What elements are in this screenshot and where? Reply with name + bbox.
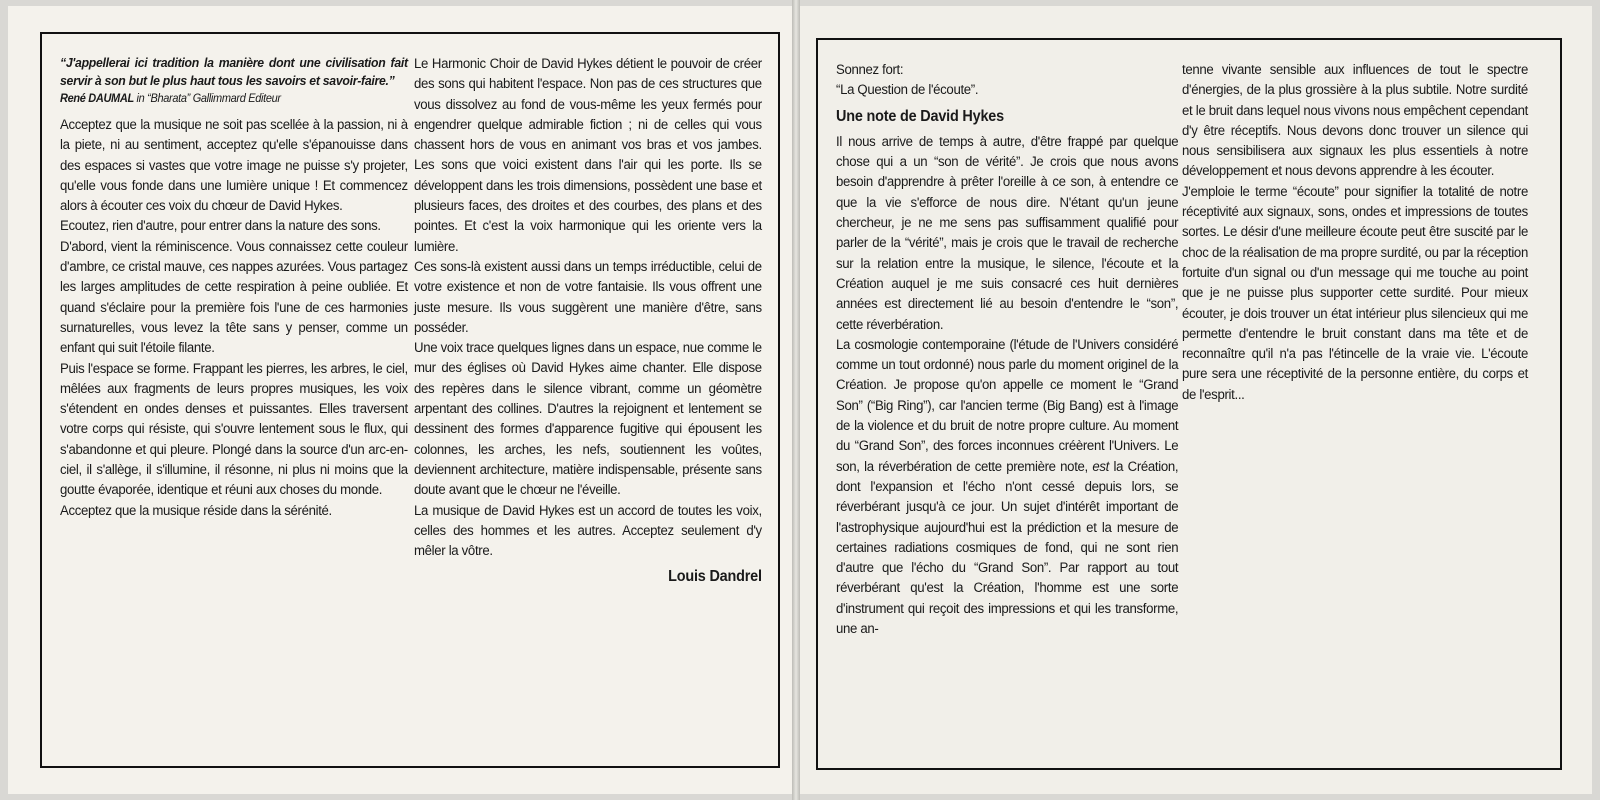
intro-line: Sonnez fort: [836, 62, 904, 78]
right-column-1 [836, 60, 1178, 639]
section-heading: Une note de David Hykes [836, 107, 1004, 125]
right-column-2 [1182, 60, 1528, 405]
left-page-frame [40, 32, 780, 768]
paragraph: Acceptez que la musique réside dans la sérénité. [60, 502, 332, 519]
left-page [8, 6, 792, 794]
paragraph: La musique de David Hykes est un accord de toutes les voix, celles des hommes et les autres. Acceptez seulement d'y mêler la vôtre. [414, 502, 762, 560]
right-page [800, 6, 1592, 794]
paragraph: D'abord, vient la réminiscence. Vous connaissez cette couleur d'ambre, ce cristal mauve, ces nappes azurées. Vous partagez les larges amplitudes de cette respiration à peine oubliée. Et quand s'éclaire pour la première fois l'une de ces harmonies surnaturelles, vous levez la tête sans y penser, comme un enfant qui suit l'étoile filante. [60, 238, 408, 357]
emphasis-word: est [1092, 458, 1110, 475]
paragraph: Ces sons-là existent aussi dans un temps irréductible, celui de votre existence et non de votre fantaisie. Ils vous offrent une juste mesure. Ils vous suggèrent une manière d'être, sans posséder. [414, 258, 762, 336]
paragraph: J'emploie le terme “écoute” pour signifier la totalité de notre réceptivité aux signaux, sons, ondes et impressions de toutes sortes. Le désir d'une meilleure écoute peut être suscité par le choc de la réalisation de ma propre surdité, ou par la réception fortuite d'un signal ou d'un message qui me touche au point que je ne puisse plus supporter cette surdité. Pour mieux écouter, je dois trouver un état intérieur plus silencieux qui me permette d'entendre le bruit constant dans ma tête et de reconnaître qu'il n'a pas l'étincelle de la vraie vie. L'écoute pure sera une réceptivité de la personne entière, du corps et de l'esprit... [1182, 183, 1528, 403]
left-column-2 [414, 54, 762, 588]
paragraph-with-emphasis [836, 335, 1178, 639]
left-column-1 [60, 54, 408, 521]
intro-title: “La Question de l'écoute”. [836, 82, 979, 99]
paragraph: tenne vivante sensible aux influences de tout le spectre d'énergies, de la plus grossière à la plus subtile. Notre surdité et le bruit dans lequel nous vivons nous empêchent cependant d'y être réceptifs. Nous devons donc trouver un silence qui nous sensibilisera aux signaux les plus essentiels à notre développement et nous devons apprendre à les écouter. [1182, 62, 1528, 180]
attribution-source: in “Bharata” Gallimmard Editeur [133, 91, 281, 105]
paragraph: Il nous arrive de temps à autre, d'être frappé par quelque chose qui a un “son de vérité”. Je crois que nous avons besoin d'apprendre à prêter l'oreille à ce son, à entendre ce que la vie s'efforce de nous dire. N'étant qu'un jeune chercheur, je ne me sens pas suffisamment qualifié pour parler de la “vérité”, mais je crois que le travail de recherche sur la relation entre la musique, le silence, l'écoute et la Création auquel je me suis consacré ces huit dernières années est directement lié au besoin d'entendre le “son”, cette réverbération. [836, 133, 1179, 333]
paragraph: Ecoutez, rien d'autre, pour entrer dans la nature des sons. [60, 218, 381, 235]
paragraph: Puis l'espace se forme. Frappant les pierres, les arbres, le ciel, mêlées aux fragments de leurs propres musiques, les voix s'étendent en ondes denses et puissantes. Elles traversent votre corps qui résiste, qui s'ouvre lentement sous le flux, qui s'abandonne et qui pleure. Plongé dans la source d'un arc-en-ciel, il s'allège, il s'illumine, il résonne, ni plus ni moins que la goutte évaporée, identique et réuni aux choses du monde. [60, 360, 408, 499]
paragraph-text: La cosmologie contemporaine (l'étude de l'Univers considéré comme un tout ordonné) nous parle du moment originel de la Création. Je propose qu'on appelle ce moment le “Grand Son” (“Big Ring”), car l'ancien terme (Big Bang) est à l'image de la violence et du bruit de notre propre culture. Au moment du “Grand Son”, des forces inconnues créèrent l'Univers. Le son, la réverbération de cette première note, [836, 336, 1179, 475]
paragraph: Acceptez que la musique ne soit pas scellée à la passion, ni à la piete, ni au sentiment, acceptez qu'elle s'épanouisse dans des espaces si vastes que votre image ne puisse s'y projeter, qu'elle vous fonde dans une lumière unique ! Et commencez alors à écouter ces voix du chœur de David Hykes. [60, 117, 408, 215]
author-signature: Louis Dandrel [668, 568, 762, 586]
booklet-gutter [792, 0, 800, 800]
epigraph-quote: “J'appellerai ici tradition la manière dont une civilisation fait servir à son but le plus haut tous les savoirs et savoir-faire.” [60, 55, 408, 88]
paragraph: Le Harmonic Choir de David Hykes détient le pouvoir de créer des sons qui habitent l'espace. Non pas de ces structures que vous dissolvez au fond de vous-même les yeux fermés pour engendrer quelque admirable fiction ; ni de celles qui vous chassent hors de vous en animant vos bras et vos jambes. Les sons que voici existent dans l'air qui les porte. Ils se développent dans les trois dimensions, possèdent une base et plusieurs faces, des droites et des courbes, des plans et des pointes. Et c'est la voix harmonique qui les oriente vers la lumière. [414, 56, 762, 255]
right-page-frame [816, 38, 1562, 770]
paragraph-text-continued: la Création, dont l'expansion et l'écho n'ont cessé depuis lors, se réverbérant jusqu'à ce jour. Un sujet d'intérêt important de l'astrophysique aujourd'hui est la prédiction et la mesure de certaines radiations cosmiques de fond, qui ne sont rien d'autre que l'écho du “Grand Son”. Par rapport au tout réverbérant qu'est la Création, l'homme est une sorte d'instrument qui reçoit des impressions et qui les transforme, une an- [836, 458, 1179, 638]
attribution-name: René DAUMAL [60, 91, 134, 105]
epigraph-attribution [60, 90, 408, 106]
paragraph: Une voix trace quelques lignes dans un espace, nue comme le mur des églises où David Hykes aime chanter. Elle dispose des repères dans le silence vibrant, comme un géomètre arpentant des collines. D'autres la rejoignent et lentement se dessinent des formes d'apparence fugitive qui épousent les colonnes, les arches, les nefs, soutiennent les voûtes, deviennent architecture, matière indispensable, présente sans doute avant que le chœur ne l'éveille. [414, 340, 762, 499]
